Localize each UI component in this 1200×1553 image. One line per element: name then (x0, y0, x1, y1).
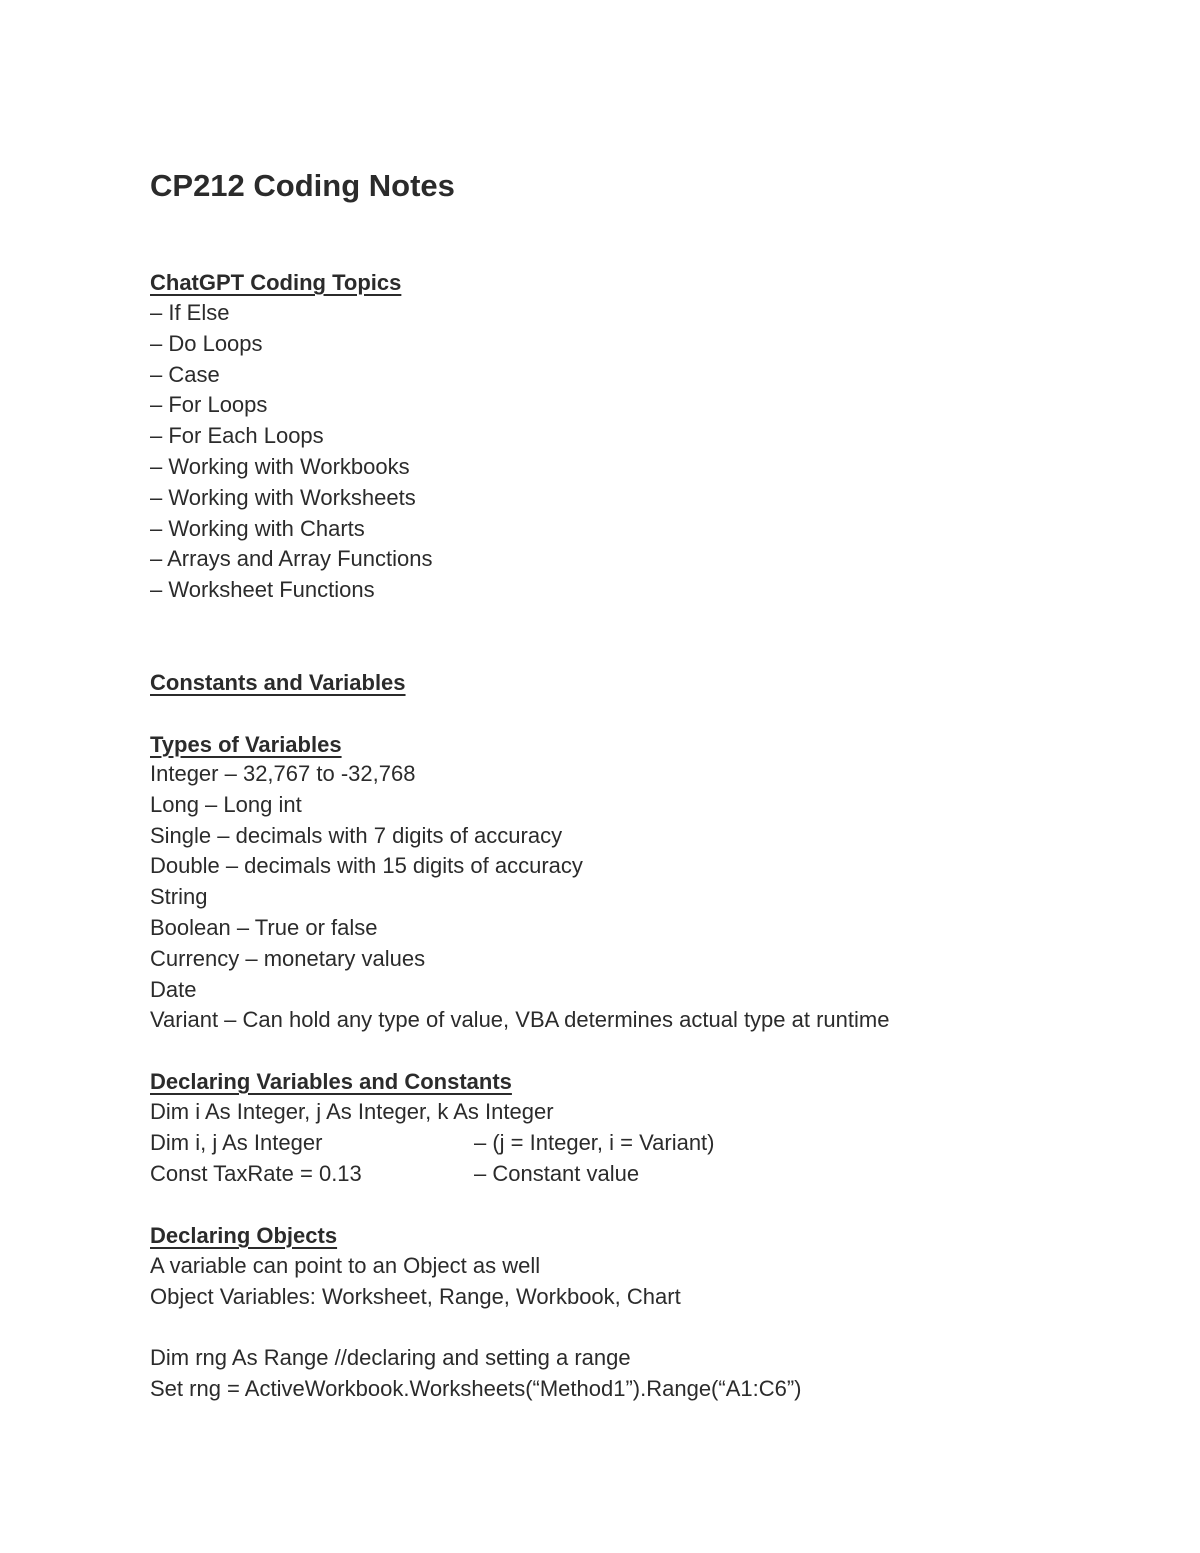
code-line (150, 1159, 640, 1190)
list-item: Long – Long int (150, 791, 302, 817)
list-item: – Do Loops (150, 330, 263, 356)
list-item: – Working with Charts (150, 515, 365, 541)
list-item: – Working with Worksheets (150, 484, 416, 510)
list-item: – For Each Loops (150, 423, 324, 449)
list-item: Single – decimals with 7 digits of accuracy (150, 822, 563, 848)
list-item: – Worksheet Functions (150, 577, 375, 603)
list-item: Date (150, 976, 197, 1002)
code-line (150, 1128, 715, 1159)
text-line: A variable can point to an Object as well (150, 1253, 541, 1278)
list-item: String (150, 884, 208, 910)
topics-list (150, 298, 432, 606)
code-note: – Constant value (474, 1160, 640, 1186)
declaring-variables-block (150, 1097, 715, 1189)
heading-declaring-objects: Declaring Objects (150, 1223, 338, 1248)
page-title: CP212 Coding Notes (150, 168, 455, 203)
list-item: Boolean – True or false (150, 914, 378, 940)
heading-types-of-variables: Types of Variables (150, 732, 342, 757)
code-text: Dim i, j As Integer (150, 1129, 323, 1155)
list-item: – Arrays and Array Functions (150, 546, 433, 572)
heading-constants-and-variables: Constants and Variables (150, 670, 406, 695)
list-item: Variant – Can hold any type of value, VBA determines actual type at runtime (150, 1007, 890, 1033)
heading-declaring-variables: Declaring Variables and Constants (150, 1069, 512, 1094)
list-item: – Working with Workbooks (150, 453, 410, 479)
list-item: Currency – monetary values (150, 945, 426, 971)
variable-types-list (150, 759, 889, 1036)
code-line: Dim i As Integer, j As Integer, k As Integer (150, 1099, 554, 1124)
text-line: Object Variables: Worksheet, Range, Workbook, Chart (150, 1283, 681, 1309)
list-item: – Case (150, 361, 220, 387)
code-line: Dim rng As Range //declaring and setting a range (150, 1345, 631, 1371)
list-item: – For Loops (150, 392, 268, 418)
code-text: Const TaxRate = 0.13 (150, 1160, 362, 1186)
list-item: – If Else (150, 300, 230, 325)
heading-chatgpt-coding-topics: ChatGPT Coding Topics (150, 270, 402, 295)
code-line: Set rng = ActiveWorkbook.Worksheets(“Method1”).Range(“A1:C6”) (150, 1376, 802, 1402)
list-item: Double – decimals with 15 digits of accuracy (150, 853, 583, 879)
code-note: – (j = Integer, i = Variant) (474, 1129, 715, 1155)
list-item: Integer – 32,767 to -32,768 (150, 761, 416, 786)
blank-line (150, 1313, 802, 1344)
declaring-objects-block (150, 1251, 802, 1405)
